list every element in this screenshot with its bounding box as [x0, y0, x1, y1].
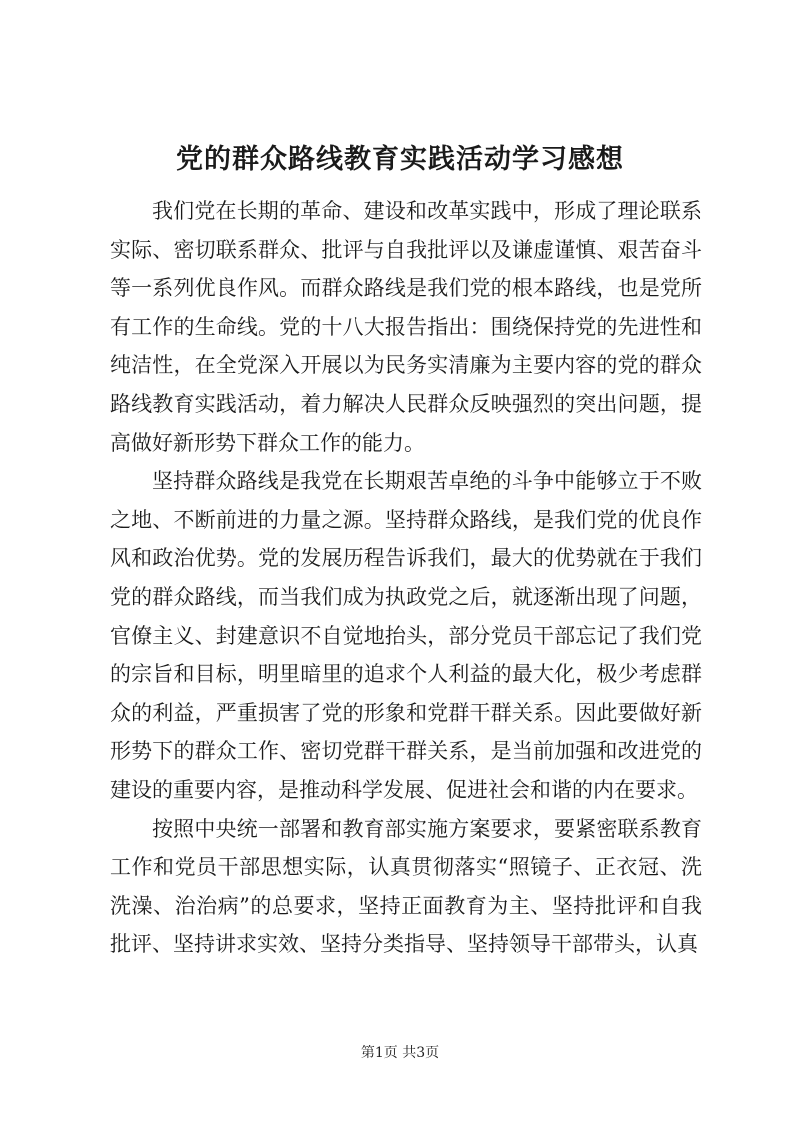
paragraph-2: 坚持群众路线是我党在长期艰苦卓绝的斗争中能够立于不败之地、不断前进的力量之源。坚持群众路线，是我们党的优良作风和政治优势。党的发展历程告诉我们，最大的优势就在于我们党的群众路线，而当我们成为执政党之后，就逐渐出现了问题，官僚主义、封建意识不自觉地抬头，部分党员干部忘记了我们党的宗旨和目标，明里暗里的追求个人利益的最大化，极少考虑群众的利益，严重损害了党的形象和党群干群关系。因此要做好新形势下的群众工作、密切党群干群关系，是当前加强和改进党的建设的重要内容，是推动科学发展、促进社会和谐的内在要求。 — [110, 469, 702, 802]
document-body — [110, 192, 702, 964]
document-title: 党的群众路线教育实践活动学习感想 — [176, 144, 624, 175]
paragraph-1: 我们党在长期的革命、建设和改革实践中，形成了理论联系实际、密切联系群众、批评与自我批评以及谦虚谨慎、艰苦奋斗等一系列优良作风。而群众路线是我们党的根本路线，也是党所有工作的生命线。党的十八大报告指出：围绕保持党的先进性和纯洁性，在全党深入开展以为民务实清廉为主要内容的党的群众路线教育实践活动，着力解决人民群众反映强烈的突出问题，提高做好新形势下群众工作的能力。 — [110, 199, 702, 455]
paragraph-3: 按照中央统一部署和教育部实施方案要求，要紧密联系教育工作和党员干部思想实际，认真贯彻落实“照镜子、正衣冠、洗洗澡、治治病”的总要求，坚持正面教育为主、坚持批评和自我批评、坚持讲求实效、坚持分类指导、坚持领导干部带头，认真 — [110, 816, 702, 957]
page-number-footer: 第1页 共3页 — [360, 1045, 440, 1061]
